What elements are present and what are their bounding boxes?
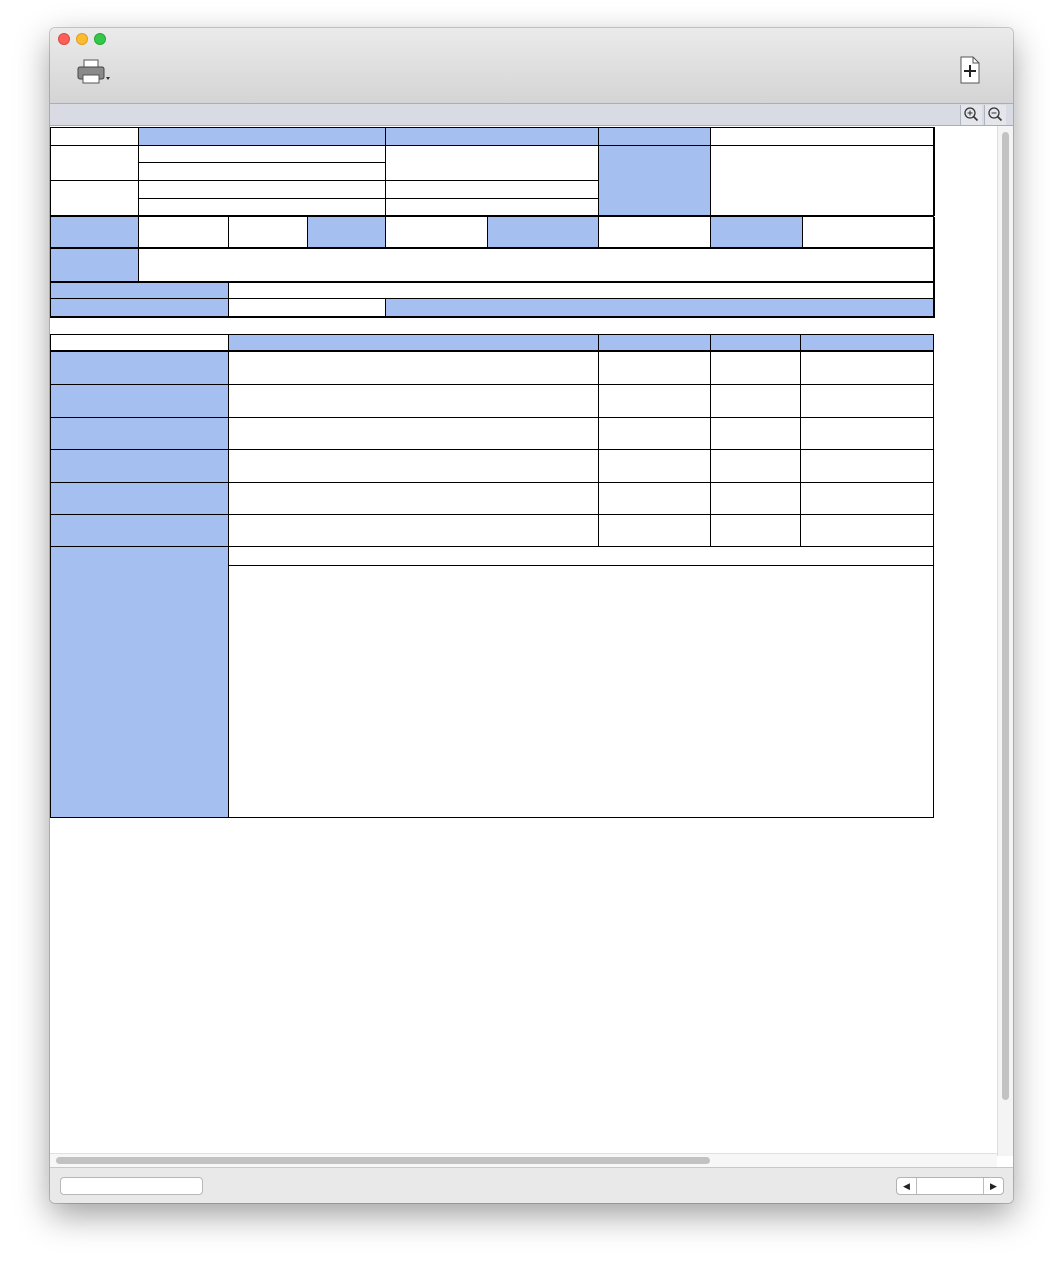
affaire-header-bg xyxy=(138,128,385,145)
print-button[interactable] xyxy=(64,58,122,100)
grid-line xyxy=(50,249,51,318)
grid-line xyxy=(138,127,139,216)
close-button[interactable] xyxy=(58,33,70,45)
zoom-in-icon xyxy=(961,105,981,123)
grid-line xyxy=(228,217,229,248)
row-divider xyxy=(50,482,934,483)
grid-line xyxy=(598,217,599,248)
grid-line xyxy=(50,316,934,318)
lot-divider xyxy=(229,565,934,566)
grid-line xyxy=(138,198,598,199)
horizontal-scroll-thumb[interactable] xyxy=(56,1157,710,1164)
grid-line xyxy=(710,217,711,248)
grid-line xyxy=(385,299,386,317)
inspecteur-bg xyxy=(711,217,803,247)
row-divider xyxy=(50,514,934,515)
grid-line xyxy=(50,817,934,818)
project-sheet xyxy=(50,126,935,1156)
define-current-project-button[interactable] xyxy=(60,1177,203,1195)
grid-line xyxy=(228,334,229,350)
zoom-out-icon xyxy=(985,105,1005,123)
grid-line xyxy=(710,334,711,350)
grid-line xyxy=(138,162,386,163)
grid-line xyxy=(50,334,51,350)
grid-line xyxy=(385,127,386,216)
grid-line xyxy=(50,145,934,146)
prev-page-button[interactable] xyxy=(897,1178,917,1194)
grid-line xyxy=(802,217,803,248)
grid-line xyxy=(228,547,229,817)
grid-line xyxy=(933,249,935,318)
lots-label-bg xyxy=(50,547,228,817)
right-arrow-icon: ▶ xyxy=(990,1181,997,1191)
grid-line xyxy=(385,217,386,248)
grid-line xyxy=(933,334,934,350)
grid-line xyxy=(50,547,51,817)
responsables-bg xyxy=(50,217,138,247)
report-content xyxy=(50,126,1013,1156)
client-header-bg xyxy=(385,128,598,145)
generate-doc-button[interactable] xyxy=(936,56,1004,100)
grid-line xyxy=(138,217,139,248)
row-divider xyxy=(50,449,934,450)
grid-line xyxy=(50,298,934,299)
grid-line xyxy=(50,334,934,335)
zoom-button[interactable] xyxy=(94,33,106,45)
contact-labels-bg xyxy=(598,128,711,216)
grid-line xyxy=(228,282,229,317)
grid-line xyxy=(138,180,598,181)
printer-icon xyxy=(73,58,113,86)
grid-line xyxy=(307,217,308,248)
toolbar xyxy=(50,28,1013,104)
grid-line xyxy=(138,249,139,282)
row-divider xyxy=(50,417,934,418)
projeteur-bg xyxy=(487,217,598,247)
vertical-scrollbar[interactable] xyxy=(997,126,1013,1156)
window xyxy=(50,28,1013,1203)
minimize-button[interactable] xyxy=(76,33,88,45)
left-arrow-icon: ◀ xyxy=(903,1181,910,1191)
grid-line xyxy=(933,217,935,249)
grid-line xyxy=(598,127,599,216)
grid-line xyxy=(710,127,711,216)
economiste-bg xyxy=(307,217,385,247)
grid-line xyxy=(50,281,934,283)
grid-line xyxy=(50,127,51,216)
next-page-button[interactable] xyxy=(983,1178,1003,1194)
zoom-out-button[interactable] xyxy=(984,105,1006,125)
vertical-scroll-thumb[interactable] xyxy=(1002,132,1009,1100)
grid-line xyxy=(50,180,138,181)
header-top-line xyxy=(50,127,934,128)
grid-line xyxy=(933,547,934,817)
grid-line xyxy=(487,217,488,248)
zoom-in-button[interactable] xyxy=(960,105,982,125)
pager xyxy=(896,1177,1004,1195)
grid-line xyxy=(800,334,801,350)
cout-value-bg xyxy=(385,299,934,317)
zoom-bar xyxy=(50,104,1013,126)
grid-line xyxy=(933,127,935,216)
nature-label-bg xyxy=(50,249,138,281)
grid-line xyxy=(598,334,599,350)
intervenants-header-bg xyxy=(228,334,934,350)
horizontal-scrollbar[interactable] xyxy=(50,1153,997,1167)
new-document-icon xyxy=(958,56,982,84)
mission-cout-label-bg xyxy=(50,281,228,317)
grid-line xyxy=(50,217,51,249)
bottom-bar xyxy=(50,1167,1013,1203)
row-divider xyxy=(50,384,934,385)
